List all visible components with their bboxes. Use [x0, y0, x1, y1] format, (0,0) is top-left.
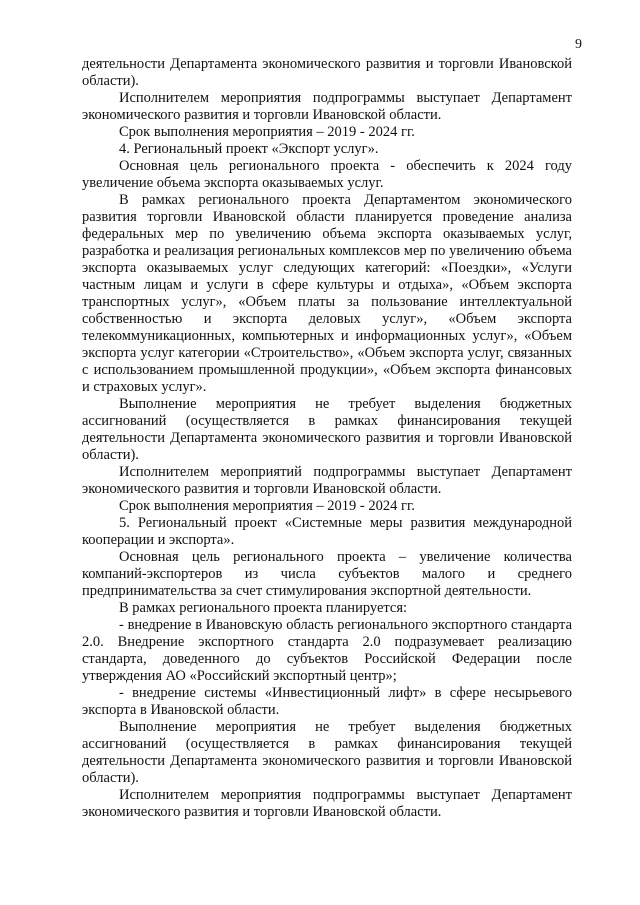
- paragraph: Срок выполнения мероприятия – 2019 - 2024 гг.: [119, 498, 415, 514]
- paragraph: Исполнителем мероприятий подпрограммы выступает Департамент экономического развития и торговли Ивановской области.: [82, 464, 572, 497]
- paragraph: Выполнение мероприятия не требует выделения бюджетных ассигнований (осуществляется в рамках финансирования текущей деятельности Департамента экономического развития и торговли Ивановской области).: [82, 719, 572, 786]
- paragraph: Исполнителем мероприятия подпрограммы выступает Департамент экономического развития и торговли Ивановской области.: [82, 787, 572, 820]
- section-heading: 4. Региональный проект «Экспорт услуг».: [119, 141, 379, 157]
- paragraph: В рамках регионального проекта Департаментом экономического развития торговли Ивановской области планируется проведение анализа федеральных мер по увеличению объема экспорта оказываемых услуг, разработка и реализация региональных комплексов мер по увеличению объема экспорта оказываемых услуг следующих категорий: «Поездки», «Услуги частным лицам и услуги в сфере культуры и отдыха», «Объем экспорта транспортных услуг», «Объем платы за пользование интеллектуальной собственностью и экспорта деловых услуг», «Объем экспорта телекоммуникационных, компьютерных и информационных услуг», «Объем экспорта услуг категории «Строительство», «Объем экспорта услуг, связанных с использованием промышленной продукции», «Объем экспорта финансовых и страховых услуг».: [82, 192, 572, 395]
- page-number: 9: [575, 37, 582, 52]
- paragraph: Основная цель регионального проекта - обеспечить к 2024 году увеличение объема экспорта оказываемых услуг.: [82, 158, 572, 191]
- paragraph: Выполнение мероприятия не требует выделения бюджетных ассигнований (осуществляется в рамках финансирования текущей деятельности Департамента экономического развития и торговли Ивановской области).: [82, 396, 572, 463]
- paragraph: деятельности Департамента экономического развития и торговли Ивановской области).: [82, 56, 572, 89]
- paragraph: Срок выполнения мероприятия – 2019 - 2024 гг.: [119, 124, 415, 140]
- paragraph: Основная цель регионального проекта – увеличение количества компаний-экспортеров из числа субъектов малого и среднего предпринимательства за счет стимулирования экспортной деятельности.: [82, 549, 572, 599]
- list-item: - внедрение системы «Инвестиционный лифт» в сфере несырьевого экспорта в Ивановской области.: [82, 685, 572, 718]
- document-body: [82, 56, 572, 821]
- list-item: - внедрение в Ивановскую область регионального экспортного стандарта 2.0. Внедрение экспортного стандарта 2.0 подразумевает реализацию стандарта, доведенного до субъектов Российской Федерации после утверждения АО «Российский экспортный центр»;: [82, 617, 572, 684]
- paragraph: В рамках регионального проекта планируется:: [119, 600, 408, 616]
- paragraph: Исполнителем мероприятия подпрограммы выступает Департамент экономического развития и торговли Ивановской области.: [82, 90, 572, 123]
- section-heading: 5. Региональный проект «Системные меры развития международной кооперации и экспорта».: [82, 515, 572, 548]
